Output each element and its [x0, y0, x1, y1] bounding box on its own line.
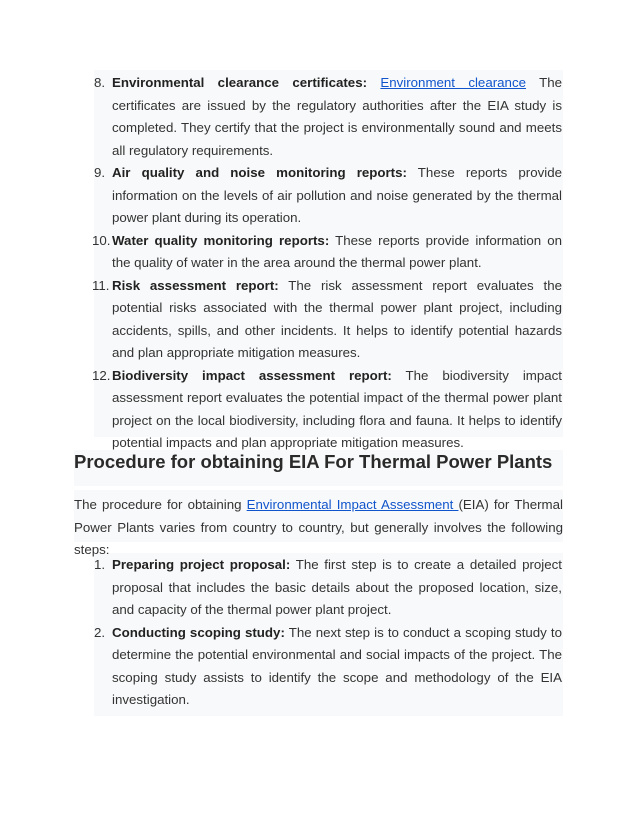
list-item	[94, 622, 562, 712]
list-item-title: Conducting scoping study:	[112, 624, 285, 640]
list-item-body: These reports provide information on the quality of water in the area around the thermal power plant.	[112, 232, 562, 270]
list-item-text	[112, 275, 562, 365]
list-item-text	[112, 230, 562, 275]
list-number: 1.	[94, 557, 106, 572]
list-number: 12.	[92, 367, 111, 383]
list-item-title: Risk assessment report:	[112, 277, 279, 293]
procedure-steps-list	[94, 554, 562, 712]
list-item-text	[112, 554, 562, 622]
list-number: 2.	[94, 624, 106, 640]
section-heading: Procedure for obtaining EIA For Thermal Power Plants	[74, 451, 553, 472]
list-item-text	[112, 162, 562, 230]
list-item-body: These reports provide information on the levels of air pollution and noise generated by the thermal power plant during its operation.	[112, 165, 562, 225]
list-item	[94, 554, 562, 622]
eia-link[interactable]: Environmental Impact Assessment	[246, 497, 459, 512]
list-item-body: The next step is to conduct a scoping study to determine the potential environmental and social impacts of the project. The scoping study assists to identify the scope and methodology of the EIA investigation.	[112, 624, 562, 707]
list-item	[94, 162, 562, 230]
list-item-title: Water quality monitoring reports:	[112, 232, 330, 248]
list-item	[92, 365, 562, 455]
list-item-body: The biodiversity impact assessment report evaluates the potential impact of the thermal power plant project on the local biodiversity, including flora and fauna. It helps to identify potential impacts and plan appropriate mitigation measures.	[112, 367, 562, 450]
list-item-title: Air quality and noise monitoring reports:	[112, 165, 407, 180]
list-item-text	[112, 622, 562, 712]
list-item-body: The risk assessment report evaluates the potential risks associated with the thermal power plant project, including accidents, spills, and other incidents. It helps to identify potential hazards and plan appropriate mitigation measures.	[112, 277, 562, 360]
list-number: 8.	[94, 75, 106, 90]
list-item-text	[112, 365, 562, 455]
list-item-title: Biodiversity impact assessment report:	[112, 367, 392, 383]
list-item-body: The certificates are issued by the regulatory authorities after the EIA study is completed. They certify that the project is environmentally sound and meets all regulatory requirements.	[112, 75, 562, 158]
list-item-title: Environmental clearance certificates:	[112, 75, 368, 90]
list-number: 9.	[94, 165, 106, 180]
list-item-body: The first step is to create a detailed project proposal that includes the basic details about the proposed location, size, and capacity of the thermal power plant project.	[112, 557, 562, 617]
paragraph-text: The procedure for obtaining	[74, 497, 247, 512]
list-number: 11.	[92, 277, 110, 293]
list-item	[94, 72, 562, 162]
intro-paragraph	[74, 494, 563, 562]
list-item-title: Preparing project proposal:	[112, 557, 291, 572]
environment-clearance-link[interactable]: Environment clearance	[380, 75, 526, 90]
list-item	[92, 275, 562, 365]
list-item-text	[112, 72, 562, 162]
paragraph-text: (EIA) for Thermal Power Plants varies from country to country, but generally involves the following steps:	[74, 497, 563, 557]
list-number: 10.	[92, 232, 111, 248]
list-item	[92, 230, 562, 275]
document-list-continued	[92, 72, 562, 455]
